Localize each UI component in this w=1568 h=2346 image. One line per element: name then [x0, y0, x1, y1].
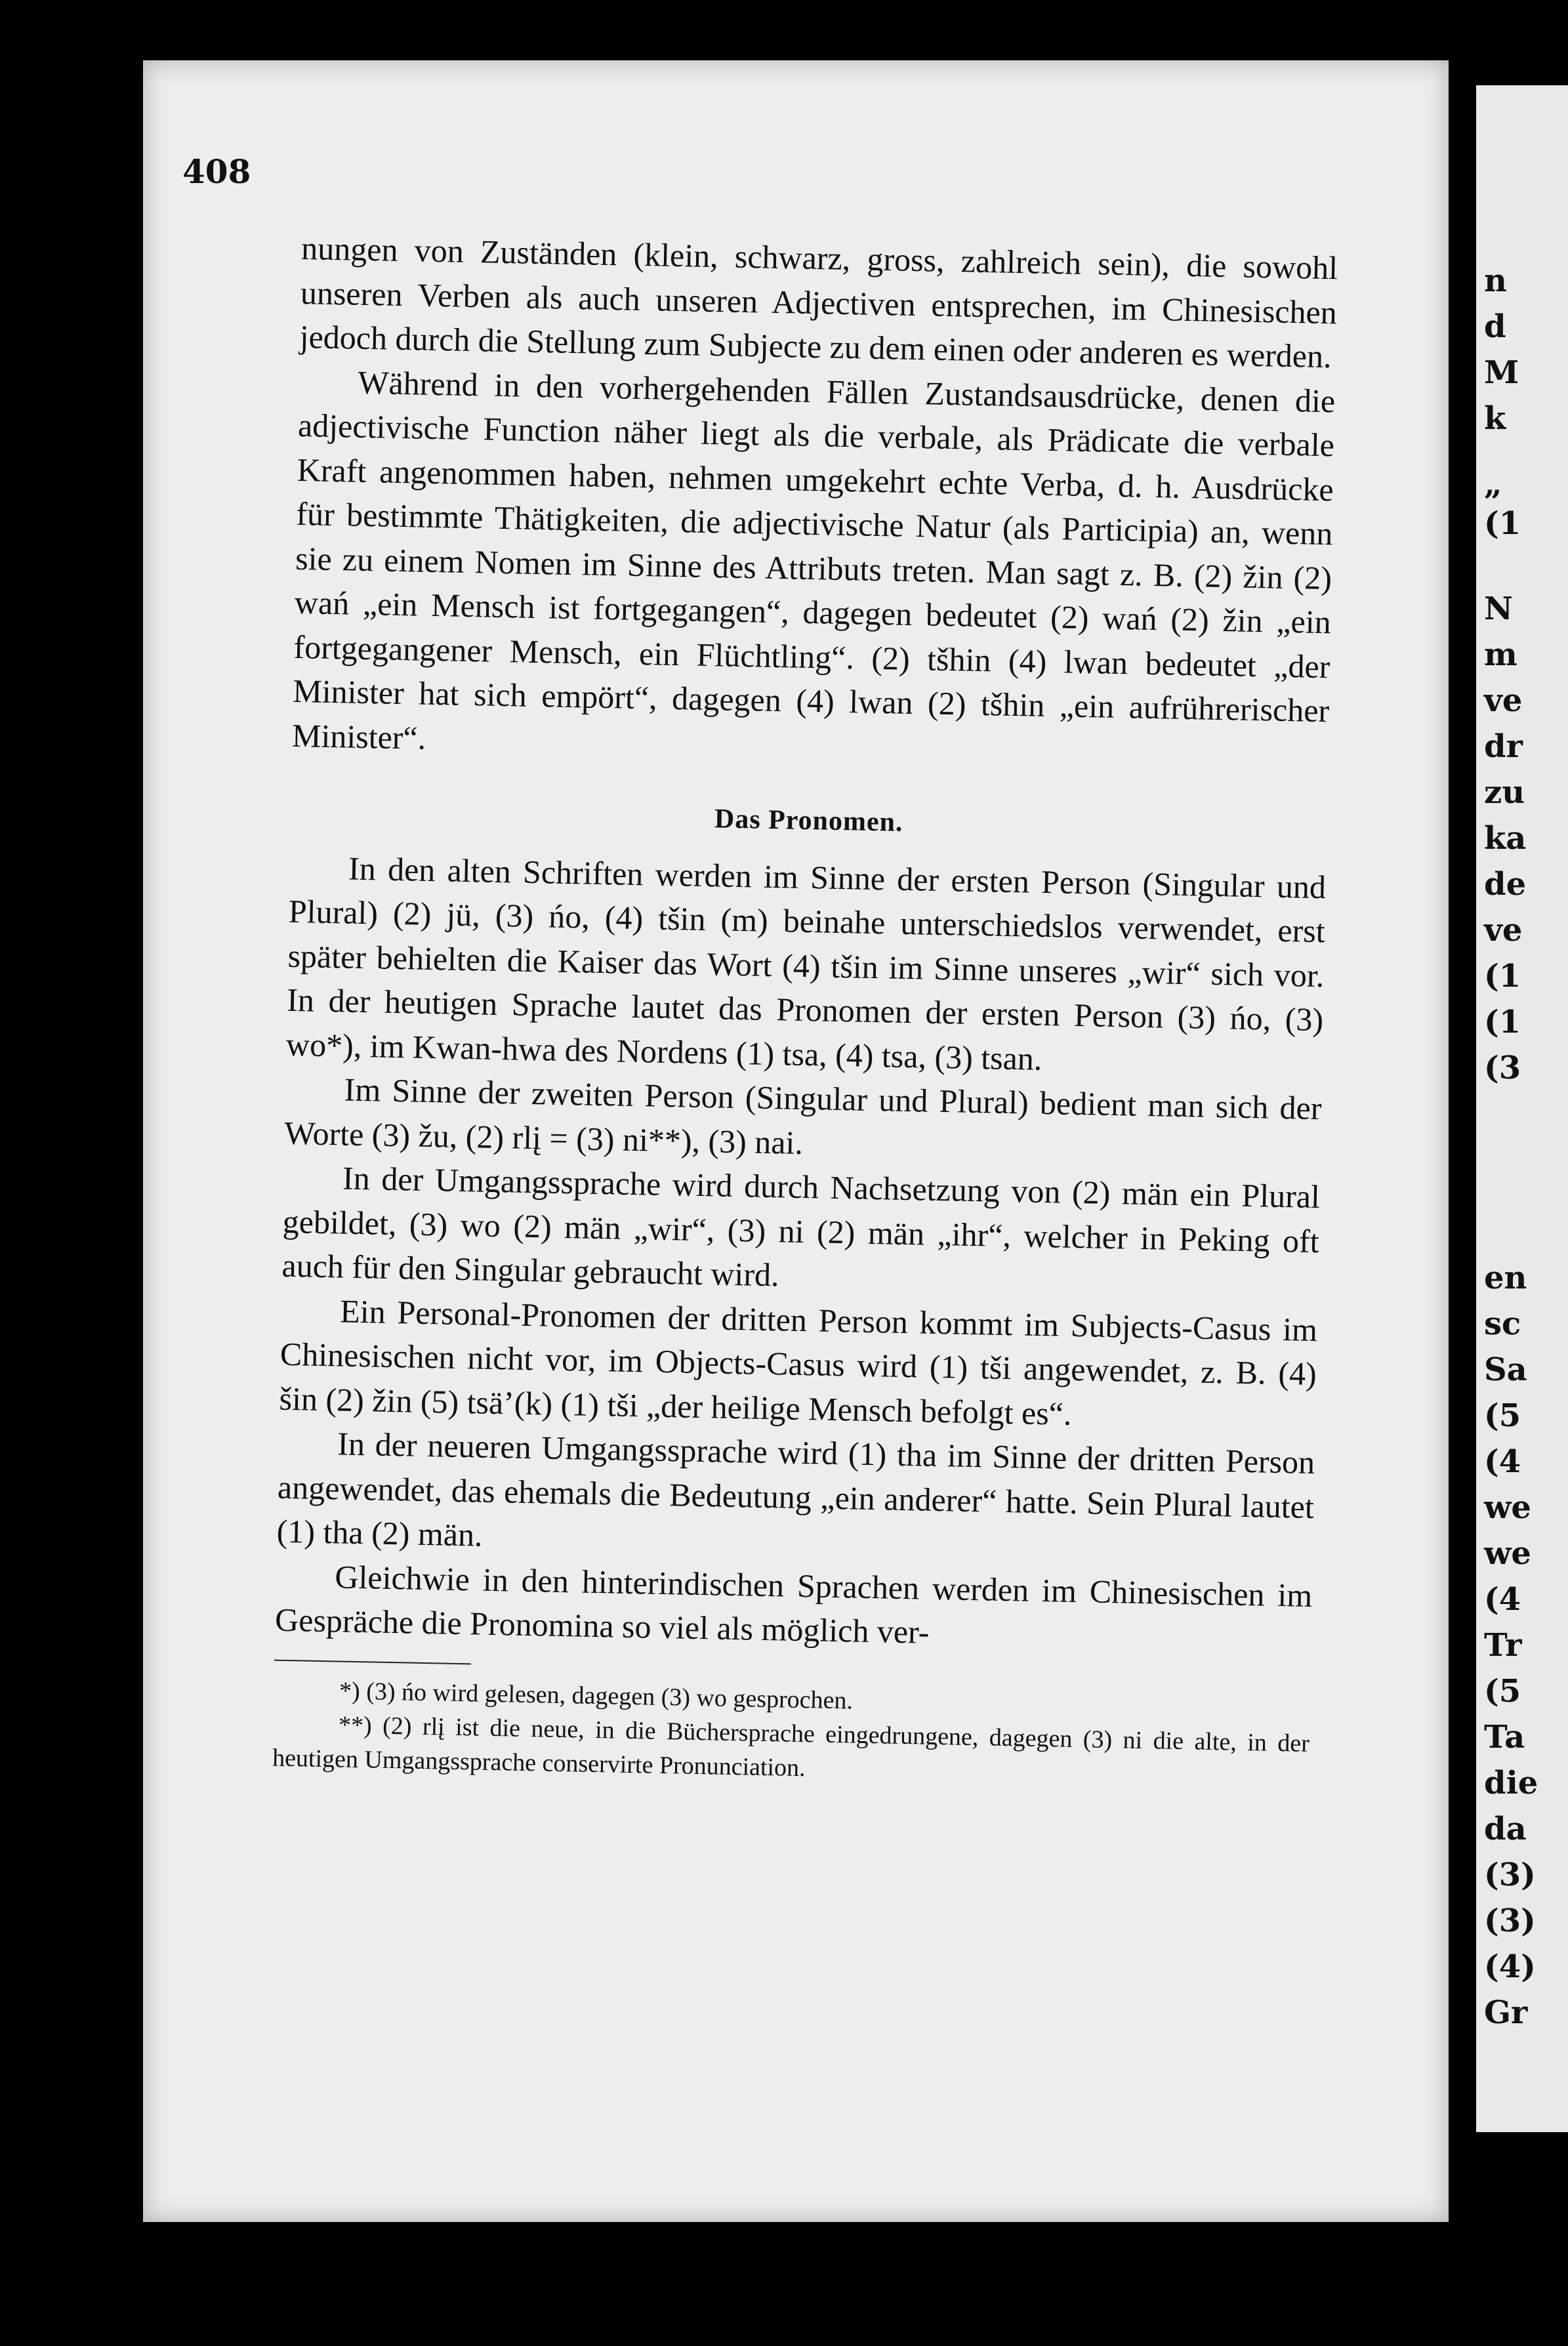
adjacent-page-fragment: N	[1484, 590, 1513, 627]
adjacent-page-fragment: ka	[1484, 820, 1527, 857]
paragraph: Im Sinne der zweiten Person (Singular und Plural) bedient man sich der Worte (3) žu, (2) rlį = (3) ni**), (3) nai.	[283, 1071, 1323, 1161]
adjacent-page-fragment: dr	[1484, 728, 1523, 765]
adjacent-page-fragment: „	[1484, 466, 1502, 503]
footnote: *) (3) ńo wird gelesen, dagegen (3) wo gesprochen.	[339, 1677, 854, 1715]
adjacent-page-fragment: Ta	[1484, 1719, 1525, 1756]
adjacent-page-fragment: m	[1484, 636, 1517, 673]
adjacent-page-fragment: we	[1484, 1535, 1531, 1572]
adjacent-page-fragment: Tr	[1484, 1627, 1522, 1664]
paragraph: In den alten Schriften werden im Sinne der ersten Person (Singular und Plural) (2) jü, (3) ńo, (4) tšin (m) beinahe unterschiedslos verwendet, erst später behielten die Kaiser das Wort (4) tšin im Sinne unseres „wir“ sich vor. In der heutigen Sprache lautet das Pronomen der ersten Person (3) ńo, (3) wo*), im Kwan-hwa des Nordens (1) tsa, (4) tsa, (3) tsan.	[285, 850, 1327, 1077]
paragraph: In der Umgangssprache wird durch Nachsetzung von (2) män ein Plural gebildet, (3) wo (2) män „wir“, (3) ni (2) män „ihr“, welcher in Peking oft auch für den Singular gebraucht wird.	[281, 1159, 1321, 1294]
adjacent-page-fragment: die	[1484, 1765, 1538, 1801]
paragraph: Gleichwie in den hinterindischen Sprachen werden im Chinesischen im Gespräche die Pronomina so viel als möglich ver-	[274, 1557, 1313, 1651]
footnote: **) (2) rlį ist die neue, in die Büchersprache eingedrungene, dagegen (3) ni die alte, in der heutigen Umgangssprache conservirte Pronunciation.	[272, 1711, 1310, 1782]
adjacent-page-edge	[1476, 85, 1568, 2132]
adjacent-page-fragment: Sa	[1484, 1351, 1527, 1388]
adjacent-page-fragment: (5	[1484, 1673, 1521, 1710]
adjacent-page-fragment: (4	[1484, 1443, 1521, 1480]
adjacent-page-fragment: da	[1484, 1811, 1527, 1847]
adjacent-page-fragment: de	[1484, 866, 1527, 903]
adjacent-page-fragment: ve	[1484, 682, 1523, 719]
adjacent-page-fragment: k	[1484, 400, 1506, 437]
section-heading: Das Pronomen.	[714, 804, 903, 838]
adjacent-page-fragment: d	[1484, 308, 1506, 345]
adjacent-page-fragment: (4	[1484, 1581, 1521, 1618]
page-body	[272, 226, 1338, 1794]
paragraph: Während in den vorhergehenden Fällen Zustandsausdrücke, denen die adjectivische Function näher liegt als die verbale, als Prädicate die verbale Kraft angenommen haben, nehmen umgekehrt echte Verba, d. h. Ausdrücke für bestimmte Thätigkeiten, die adjectivische Natur (als Participia) an, wenn sie zu einem Nomen im Sinne des Attributs treten. Man sagt z. B. (2) žin (2) wań „ein Mensch ist fortgegangen“, dagegen bedeutet (2) wań (2) žin „ein fortgegangener Mensch, ein Flüchtling“. (2) tšhin (4) lwan bedeutet „der Minister hat sich empört“, dagegen (4) lwan (2) tšhin „ein aufrührerischer Minister“.	[291, 363, 1336, 756]
paragraph: In der neueren Umgangssprache wird (1) tha im Sinne der dritten Person angewendet, das ehemals die Bedeutung „ein anderer“ hatte. Sein Plural lautet (1) tha (2) män.	[276, 1425, 1315, 1554]
adjacent-page-fragment: (5	[1484, 1397, 1521, 1434]
adjacent-page-fragment: zu	[1484, 774, 1525, 811]
adjacent-page-fragment: (1	[1484, 505, 1521, 542]
adjacent-page-fragment: ve	[1484, 912, 1523, 949]
adjacent-page-fragment: (3)	[1484, 1857, 1536, 1893]
paragraph: nungen von Zuständen (klein, schwarz, gross, zahlreich sein), die sowohl unseren Verben als auch unseren Adjectiven entsprechen, im Chinesischen jedoch durch die Stellung zum Subjecte zu dem einen oder anderen es werden.	[299, 229, 1338, 375]
paragraph: Ein Personal-Pronomen der dritten Person kommt im Subjects-Casus im Chinesischen nicht vor, im Objects-Casus wird (1) tši angewendet, z. B. (4) šin (2) žin (5) tsä’(k) (1) tši „der heilige Mensch befolgt es“.	[279, 1292, 1318, 1432]
adjacent-page-fragment: (1	[1484, 1004, 1521, 1040]
adjacent-page-fragment: n	[1484, 262, 1507, 299]
adjacent-page-fragment: sc	[1484, 1306, 1521, 1342]
adjacent-page-fragment: M	[1484, 354, 1519, 391]
adjacent-page-fragment: (3	[1484, 1050, 1521, 1086]
adjacent-page-fragment: en	[1484, 1260, 1527, 1296]
adjacent-page-fragment: (4)	[1484, 1948, 1536, 1985]
adjacent-page-fragment: (3)	[1484, 1903, 1536, 1939]
adjacent-page-fragment: (1	[1484, 958, 1521, 995]
page-number: 408	[182, 152, 251, 191]
footnote-divider	[274, 1659, 471, 1664]
adjacent-page-fragment: Gr	[1484, 1994, 1528, 2031]
adjacent-page-fragment: we	[1484, 1489, 1531, 1526]
